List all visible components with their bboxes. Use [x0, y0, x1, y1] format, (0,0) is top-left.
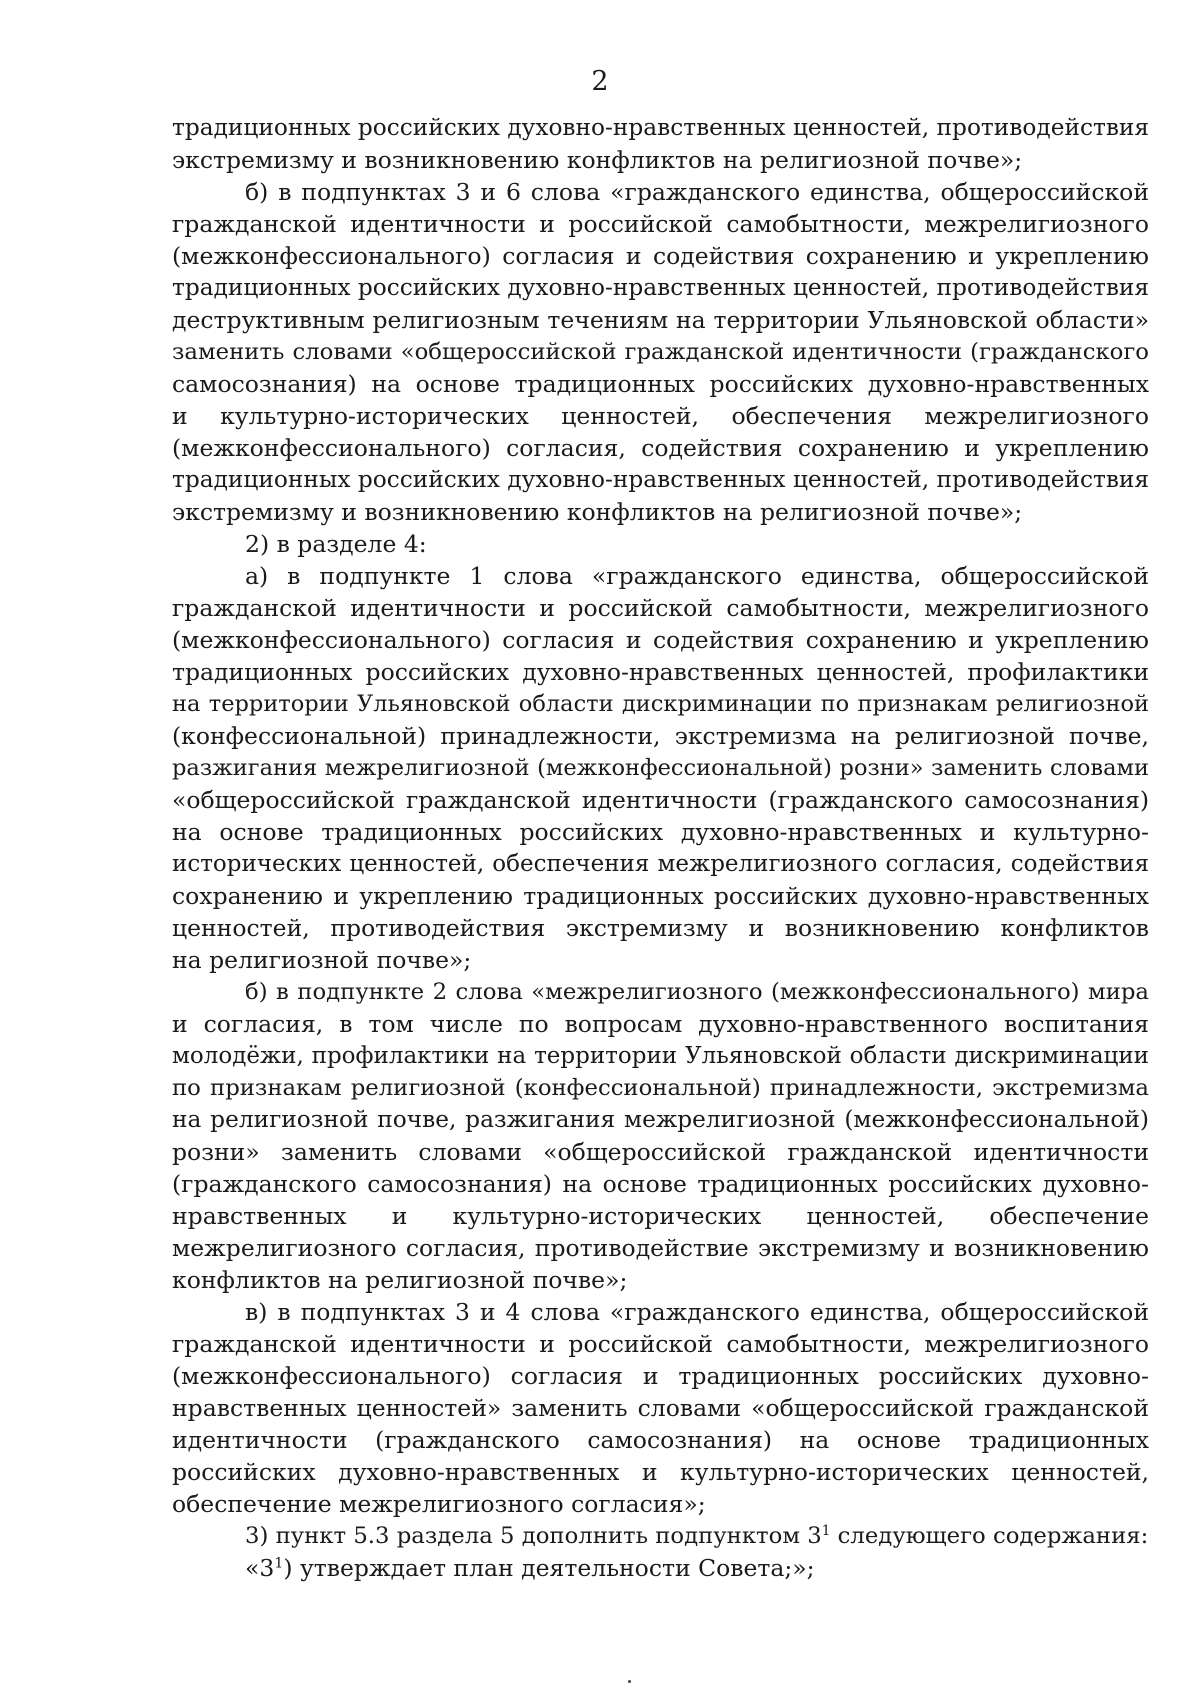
text-line: экстремизму и возникновению конфликтов на религиозной почве»;	[172, 146, 1023, 174]
paragraph-subitem-b2	[172, 976, 1149, 1296]
text-line: (межконфессионального) согласия, содействия сохранению и укреплению	[172, 434, 1149, 462]
paragraph-subitem-v	[172, 1296, 1149, 1520]
text-line: заменить словами «общероссийской гражданской идентичности (гражданского	[172, 339, 1149, 365]
text-line: межрелигиозного согласия, противодействие экстремизму и возникновению	[172, 1234, 1149, 1262]
text-line: самосознания) на основе традиционных российских духовно-нравственных	[172, 370, 1149, 398]
text-line: гражданской идентичности и российской самобытности, межрелигиозного	[172, 210, 1149, 238]
text-line: «общероссийской гражданской идентичности (гражданского самосознания)	[172, 786, 1149, 814]
paragraph-item-3	[172, 1520, 1149, 1552]
text-line: исторических ценностей, обеспечения межрелигиозного согласия, содействия	[172, 851, 1149, 877]
text-line: на религиозной почве, разжигания межрелигиозной (межконфессиональной)	[172, 1106, 1149, 1133]
text-line: на основе традиционных российских духовно-нравственных и культурно-	[172, 818, 1149, 846]
paragraph-quote	[172, 1552, 1149, 1584]
text-line: деструктивным религиозным течениям на территории Ульяновской области»	[172, 306, 1149, 334]
text-line: розни» заменить словами «общероссийской гражданской идентичности	[172, 1138, 1149, 1166]
text-line: нравственных ценностей» заменить словами «общероссийской гражданской	[172, 1394, 1149, 1422]
text-line: а) в подпункте 1 слова «гражданского единства, общероссийской	[245, 562, 1149, 590]
text-line: традиционных российских духовно-нравственных ценностей, противодействия	[172, 114, 1150, 141]
text-line: б) в подпункте 2 слова «межрелигиозного (межконфессионального) мира	[245, 979, 1149, 1005]
text-line: традиционных российских духовно-нравственных ценностей, противодействия	[172, 466, 1150, 493]
paragraph-subitem-a	[172, 560, 1149, 976]
text-line	[172, 1520, 1149, 1552]
text-line: молодёжи, профилактики на территории Ульяновской области дискриминации	[172, 1043, 1149, 1069]
item3-text-after: следующего содержания:	[830, 1523, 1149, 1549]
quote-text-after: ) утверждает план деятельности Совета;»;	[283, 1554, 815, 1582]
text-line: нравственных и культурно-исторических ценностей, обеспечение	[172, 1202, 1149, 1230]
quote-superscript: 1	[274, 1555, 284, 1572]
text-line: ценностей, противодействия экстремизму и возникновению конфликтов	[172, 914, 1149, 942]
document-body	[172, 112, 1149, 1584]
text-line: 2) в разделе 4:	[245, 530, 427, 558]
text-line: (межконфессионального) согласия и традиционных российских духовно-	[172, 1362, 1149, 1390]
text-line: разжигания межрелигиозной (межконфессиональной) розни» заменить словами	[172, 755, 1149, 781]
text-line: сохранению и укреплению традиционных российских духовно-нравственных	[172, 882, 1149, 910]
text-line: экстремизму и возникновению конфликтов на религиозной почве»;	[172, 498, 1023, 526]
text-line: гражданской идентичности и российской самобытности, межрелигиозного	[172, 594, 1149, 622]
text-line: (межконфессионального) согласия и содействия сохранению и укреплению	[172, 626, 1149, 654]
text-line: конфликтов на религиозной почве»;	[172, 1266, 628, 1294]
quote-text-before: «3	[245, 1554, 275, 1582]
text-line: гражданской идентичности и российской самобытности, межрелигиозного	[172, 1330, 1149, 1358]
text-line: на религиозной почве»;	[172, 946, 472, 974]
text-line: обеспечение межрелигиозного согласия»;	[172, 1490, 706, 1518]
paragraph-continuation	[172, 112, 1149, 176]
text-line: традиционных российских духовно-нравственных ценностей, профилактики	[172, 658, 1149, 686]
text-line	[172, 1552, 1149, 1584]
text-line: и согласия, в том числе по вопросам духовно-нравственного воспитания	[172, 1010, 1149, 1038]
page-number: 2	[591, 66, 609, 97]
paragraph-subitem-b	[172, 176, 1149, 528]
text-line: на территории Ульяновской области дискриминации по признакам религиозной	[172, 691, 1149, 717]
text-line: традиционных российских духовно-нравственных ценностей, противодействия	[172, 274, 1150, 301]
text-line: (гражданского самосознания) на основе традиционных российских духовно-	[172, 1170, 1149, 1198]
item3-text-before: 3) пункт 5.3 раздела 5 дополнить подпунктом 3	[245, 1523, 822, 1549]
text-line: в) в подпунктах 3 и 4 слова «гражданского единства, общероссийской	[245, 1298, 1149, 1326]
text-line: и культурно-исторических ценностей, обеспечения межрелигиозного	[172, 402, 1149, 430]
paragraph-item-2	[172, 528, 1149, 560]
text-line: российских духовно-нравственных и культурно-исторических ценностей,	[172, 1458, 1149, 1486]
text-line: по признакам религиозной (конфессиональной) принадлежности, экстремизма	[172, 1075, 1149, 1101]
text-line: идентичности (гражданского самосознания) на основе традиционных	[172, 1426, 1149, 1454]
text-line: (межконфессионального) согласия и содействия сохранению и укреплению	[172, 242, 1149, 270]
item3-superscript: 1	[821, 1522, 831, 1539]
text-line: (конфессиональной) принадлежности, экстремизма на религиозной почве,	[172, 722, 1149, 750]
scan-speck	[628, 1680, 631, 1683]
text-line: б) в подпунктах 3 и 6 слова «гражданского единства, общероссийской	[245, 178, 1149, 206]
